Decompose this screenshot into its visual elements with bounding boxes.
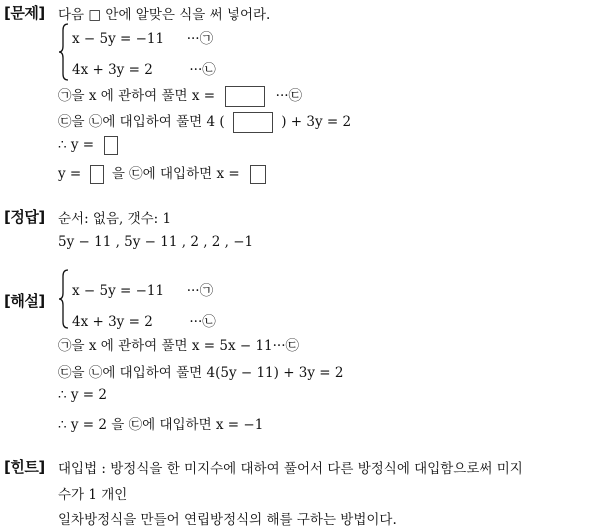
step-text: ∴ y = — [58, 137, 95, 153]
equation-tag: ···㉡ — [189, 314, 216, 330]
solution-line-1: ㉠을 x 에 관하여 풀면 x = 5x − 11···㉢ — [58, 338, 300, 354]
problem-step-1 — [58, 84, 302, 107]
step-text-post: ) + 3y = 2 — [281, 114, 352, 130]
solution-line-2: ㉢을 ㉡에 대입하여 풀면 4(5y − 11) + 3y = 2 — [58, 365, 344, 381]
hint-line-2: 수가 1 개인 — [58, 487, 128, 503]
equation-expr: x − 5y = −11 — [72, 31, 165, 47]
answer-values: 5y − 11 , 5y − 11 , 2 , 2 , −1 — [58, 234, 254, 250]
step-tag: ···㉢ — [275, 88, 303, 104]
equation-expr: x − 5y = −11 — [72, 283, 165, 299]
solution-equation-2 — [72, 310, 216, 330]
solution-equation-1 — [72, 279, 213, 299]
step-text: y = — [58, 166, 82, 182]
solution-line-3: ∴ y = 2 — [58, 387, 107, 403]
hint-line-1: 대입법 : 방정식을 한 미지수에 대하여 풀어서 다른 방정식에 대입함으로써 미지 — [58, 461, 523, 477]
problem-label: [문제] — [4, 4, 45, 22]
step-text: ㉠을 x 에 관하여 풀면 x = — [58, 88, 216, 104]
step-text-mid: 을 ㉢에 대입하면 x = — [111, 166, 240, 182]
answer-blank-4[interactable] — [90, 165, 104, 184]
solution-label: [해설] — [4, 292, 45, 310]
problem-step-3 — [58, 136, 118, 155]
left-brace-icon — [58, 268, 70, 330]
hint-label: [힌트] — [4, 458, 45, 476]
answer-blank-2[interactable] — [233, 112, 273, 133]
equation-expr: 4x + 3y = 2 — [72, 314, 153, 330]
problem-equation-1 — [72, 27, 213, 47]
problem-step-4 — [58, 162, 266, 184]
problem-equation-2 — [72, 58, 216, 78]
equation-tag: ···㉠ — [186, 283, 214, 299]
equation-expr: 4x + 3y = 2 — [72, 62, 153, 78]
answer-label: [정답] — [4, 208, 45, 226]
equation-tag: ···㉡ — [189, 62, 216, 78]
answer-blank-3[interactable] — [104, 136, 118, 155]
problem-instruction: 다음 □ 안에 알맞은 식을 써 넣어라. — [58, 7, 271, 23]
left-brace-icon — [58, 22, 70, 82]
solution-line-4: ∴ y = 2 을 ㉢에 대입하면 x = −1 — [58, 417, 264, 433]
answer-blank-1[interactable] — [225, 86, 265, 107]
answer-blank-5[interactable] — [250, 165, 266, 184]
answer-order-count: 순서: 없음, 갯수: 1 — [58, 211, 172, 227]
problem-step-2 — [58, 110, 351, 133]
step-text: ㉢을 ㉡에 대입하여 풀면 4 ( — [58, 114, 225, 130]
equation-tag: ···㉠ — [186, 31, 214, 47]
hint-line-3: 일차방정식을 만들어 연립방정식의 해를 구하는 방법이다. — [58, 512, 397, 528]
